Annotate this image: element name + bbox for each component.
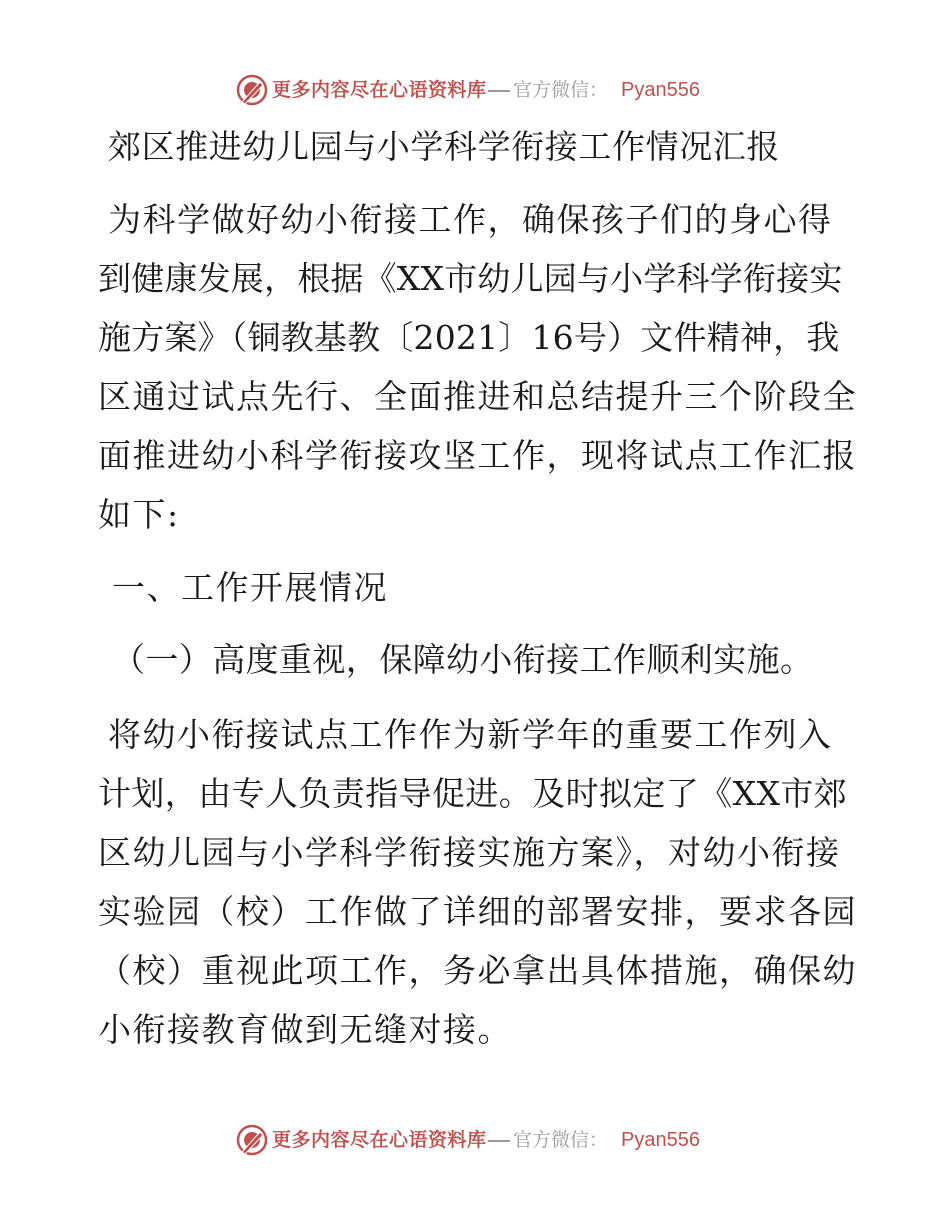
header-banner [0,70,950,110]
intro-line-5: 面推进幼小科学衔接攻坚工作，现将试点工作汇报 [98,436,857,475]
body-line-4: 实验园（校）工作做了详细的部署安排，要求各园 [98,892,857,931]
body-line-3: 区幼儿园与小学科学衔接实施方案》，对幼小衔接 [98,833,841,872]
intro-line-6: 如下: [98,495,180,534]
document-title: 郊区推进幼儿园与小学科学衔接工作情况汇报 [108,127,780,166]
pen-logo-icon [236,74,268,106]
wechat-id: Pyan556 [621,1129,700,1151]
separator-dash [488,1128,512,1152]
wechat-id: Pyan556 [621,79,700,101]
wechat-label: 官方微信： [513,1129,609,1151]
site-name: 更多内容尽在心语资料库 [272,1129,487,1151]
section-heading-1: 一、工作开展情况 [112,568,388,607]
body-line-6: 小衔接教育做到无缝对接。 [98,1010,512,1049]
intro-line-3: 施方案》（铜教基教〔2021〕16号）文件精神，我 [98,318,840,357]
body-line-2: 计划，由专人负责指导促进。及时拟定了《XX市郊 [98,774,848,813]
body-line-5: （校）重视此项工作，务必拿出具体措施，确保幼 [98,951,857,990]
body-line-1: 将幼小衔接试点工作作为新学年的重要工作列入 [108,715,833,754]
site-name: 更多内容尽在心语资料库 [272,79,487,101]
separator-dash [488,78,512,102]
subsection-heading-1: （一）高度重视，保障幼小衔接工作顺利实施。 [112,640,814,679]
intro-line-1: 为科学做好幼小衔接工作，确保孩子们的身心得 [108,200,833,239]
intro-line-4: 区通过试点先行、全面推进和总结提升三个阶段全 [98,377,857,416]
pen-logo-icon [236,1124,268,1156]
wechat-label: 官方微信： [513,79,609,101]
intro-line-2: 到健康发展，根据《XX市幼儿园与小学科学衔接实 [98,259,843,298]
footer-banner [0,1120,950,1160]
